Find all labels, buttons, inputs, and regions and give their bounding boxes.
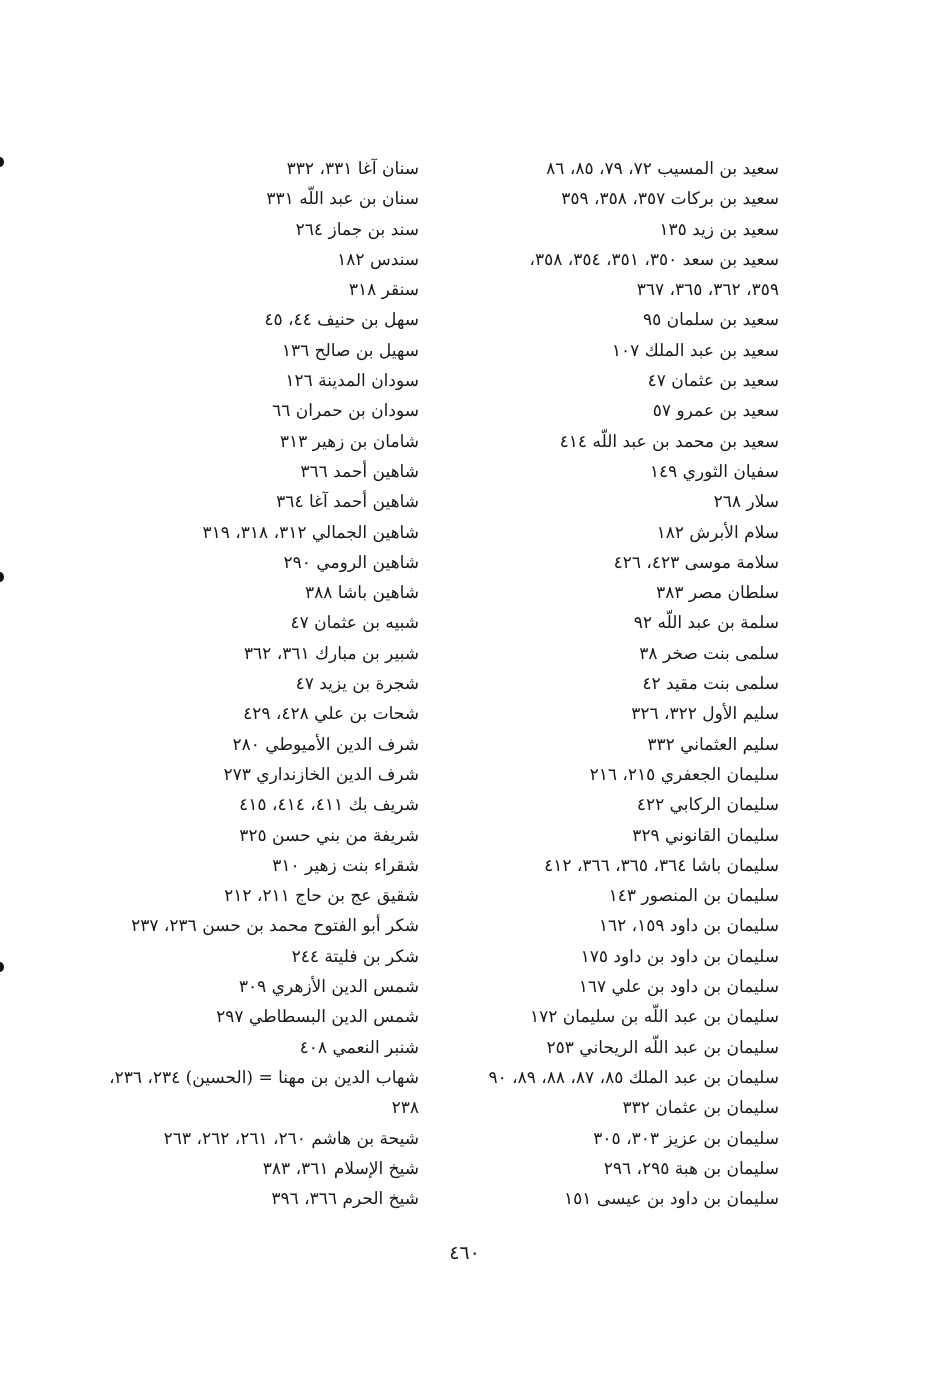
- index-entry: سليمان القانوني ٣٢٩: [632, 825, 779, 846]
- index-entry: ٣٥٩، ٣٦٢، ٣٦٥، ٣٦٧: [636, 280, 779, 301]
- index-entry: سلمى بنت مقيد ٤٢: [642, 674, 779, 695]
- index-entry: شنبر النعمي ٤٠٨: [299, 1037, 419, 1058]
- index-entry: سهيل بن صالح ١٣٦: [281, 340, 419, 361]
- index-entry: سليم العثماني ٣٣٢: [647, 734, 779, 755]
- index-entry: سليمان بن عزيز ٣٠٣، ٣٠٥: [593, 1128, 779, 1149]
- index-entry: سعيد بن محمد بن عبد اللّه ٤١٤: [559, 431, 779, 452]
- index-entry: شيخ الحرم ٣٦٦، ٣٩٦: [271, 1189, 419, 1210]
- index-entry: شريف بك ٤١١، ٤١٤، ٤١٥: [239, 795, 419, 816]
- index-entry: سليمان باشا ٣٦٤، ٣٦٥، ٣٦٦، ٤١٢: [544, 855, 779, 876]
- index-entry: شرف الدين الخازنداري ٢٧٣: [223, 764, 419, 785]
- margin-mark: [0, 157, 4, 167]
- index-entry: سعيد بن المسيب ٧٢، ٧٩، ٨٥، ٨٦: [546, 159, 779, 179]
- index-entry: سلمى بنت صخر ٣٨: [639, 643, 779, 664]
- index-entry: سودان المدينة ١٢٦: [285, 371, 419, 392]
- index-entry: سندس ١٨٢: [337, 249, 419, 270]
- index-entry: سليمان بن هبة ٢٩٥، ٢٩٦: [603, 1158, 779, 1179]
- index-entry: سلام الأبرش ١٨٢: [656, 522, 779, 543]
- index-entry: شرف الدين الأميوطي ٢٨٠: [232, 734, 419, 755]
- index-entry: سهل بن حنيف ٤٤، ٤٥: [264, 310, 419, 331]
- index-entry: شمس الدين البسطاطي ٢٩٧: [216, 1007, 419, 1028]
- index-entry: سلطان مصر ٣٨٣: [656, 583, 779, 604]
- index-entry: سليمان الجعفري ٢١٥، ٢١٦: [589, 764, 779, 785]
- index-entry: سنان بن عبد اللّه ٣٣١: [266, 189, 419, 210]
- index-entry: شبيه بن عثمان ٤٧: [290, 613, 419, 634]
- index-entry: سعيد بن سلمان ٩٥: [642, 310, 779, 331]
- index-entry: سنقر ٣١٨: [348, 280, 419, 301]
- index-entry: سليمان بن عثمان ٣٣٢: [622, 1098, 779, 1119]
- index-entry: شجرة بن يزيد ٤٧: [295, 674, 419, 695]
- index-entry: شحات بن علي ٤٢٨، ٤٢٩: [243, 704, 419, 725]
- index-entry: شقراء بنت زهير ٣١٠: [272, 855, 419, 876]
- index-entry: شاهين الرومي ٢٩٠: [283, 552, 419, 573]
- index-entry: سعيد بن عبد الملك ١٠٧: [611, 340, 779, 361]
- index-entry: شيخ الإسلام ٣٦١، ٣٨٣: [262, 1158, 419, 1179]
- margin-mark: [0, 962, 4, 972]
- index-entry: شقيق عج بن حاج ٢١١، ٢١٢: [224, 886, 419, 907]
- index-column-left: [79, 154, 419, 1214]
- index-entry: سليمان بن داود بن عيسى ١٥١: [564, 1189, 779, 1210]
- index-entry: سعيد بن بركات ٣٥٧، ٣٥٨، ٣٥٩: [561, 189, 779, 210]
- index-entry: سليمان بن داود ١٥٩، ١٦٢: [598, 916, 779, 937]
- index-entry: سعيد بن عمرو ٥٧: [652, 401, 779, 422]
- index-entry: سعيد بن سعد ٣٥٠، ٣٥١، ٣٥٤، ٣٥٨،: [529, 249, 779, 270]
- index-entry: سنان آغا ٣٣١، ٣٣٢: [286, 159, 419, 179]
- index-entry: سليمان بن داود بن علي ١٦٧: [578, 977, 779, 998]
- index-entry: شاهين باشا ٣٨٨: [304, 583, 419, 604]
- index-entry: سليمان الركابي ٤٢٢: [636, 795, 779, 816]
- index-entry: سلامة موسى ٤٢٣، ٤٢٦: [613, 552, 779, 573]
- page-number: ٤٦٠: [449, 1242, 480, 1264]
- index-entry: سليمان بن عبد اللّه بن سليمان ١٧٢: [529, 1007, 779, 1028]
- margin-mark: [0, 572, 4, 582]
- index-entry: سعيد بن زيد ١٣٥: [659, 219, 779, 240]
- index-entry: سلمة بن عبد اللّه ٩٢: [633, 613, 779, 634]
- index-entry: سفيان الثوري ١٤٩: [649, 461, 779, 482]
- index-entry: شيحة بن هاشم ٢٦٠، ٢٦١، ٢٦٢، ٢٦٣: [163, 1128, 419, 1149]
- index-entry: شهاب الدين بن مهنا = (الحسين) ٢٣٤، ٢٣٦،: [109, 1067, 419, 1088]
- index-entry: شكر أبو الفتوح محمد بن حسن ٢٣٦، ٢٣٧: [131, 916, 419, 937]
- index-entry: شريفة من بني حسن ٣٢٥: [239, 825, 419, 846]
- index-entry: شبير بن مبارك ٣٦١، ٣٦٢: [243, 643, 419, 664]
- index-entry: شامان بن زهير ٣١٣: [279, 431, 419, 452]
- index-entry: سعيد بن عثمان ٤٧: [647, 371, 779, 392]
- index-entry: شاهين أحمد آغا ٣٦٤: [276, 492, 419, 513]
- index-entry: سند بن جماز ٢٦٤: [295, 219, 419, 240]
- index-entry: سليمان بن عبد الملك ٨٥، ٨٧، ٨٨، ٨٩، ٩٠: [488, 1067, 779, 1088]
- index-column-right: [439, 154, 779, 1214]
- index-entry: سليمان بن عبد اللّه الريحاني ٢٥٣: [546, 1037, 779, 1058]
- index-entry: سليمان بن المنصور ١٤٣: [608, 886, 779, 907]
- index-entry: شكر بن فليتة ٢٤٤: [291, 946, 419, 967]
- index-entry: ٢٣٨: [391, 1098, 419, 1119]
- index-entry: سليمان بن داود بن داود ١٧٥: [580, 946, 779, 967]
- index-entry: شاهين أحمد ٣٦٦: [300, 461, 419, 482]
- index-entry: شاهين الجمالي ٣١٢، ٣١٨، ٣١٩: [202, 522, 419, 543]
- index-entry: سليم الأول ٣٢٢، ٣٢٦: [631, 704, 779, 725]
- index-entry: سودان بن حمران ٦٦: [272, 401, 419, 422]
- index-entry: سلار ٢٦٨: [713, 492, 779, 513]
- index-entry: شمس الدين الأزهري ٣٠٩: [238, 977, 419, 998]
